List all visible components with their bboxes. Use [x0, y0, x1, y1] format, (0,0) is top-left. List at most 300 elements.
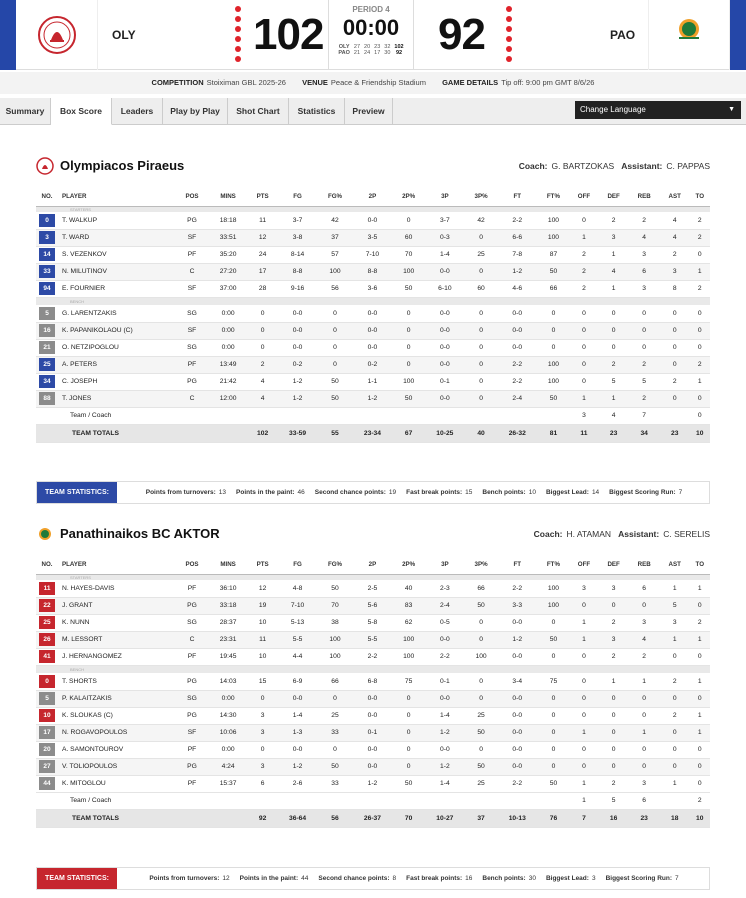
stat-cell: 0	[599, 724, 629, 741]
player-name[interactable]: O. NETZIPOGLOU	[58, 339, 176, 356]
column-header[interactable]: 3P%	[465, 188, 496, 206]
stat-cell: 0	[465, 690, 496, 707]
stat-cell: 6-9	[277, 673, 318, 690]
player-number-badge: 25	[39, 358, 55, 371]
stat-cell: 0	[569, 707, 599, 724]
player-name[interactable]: J. HERNANGOMEZ	[58, 648, 176, 665]
stat-cell: 5-13	[277, 614, 318, 631]
stat-cell: 0	[660, 390, 690, 407]
stat-cell: 25	[465, 707, 496, 724]
stat-cell: 50	[393, 390, 424, 407]
stat-cell: 0	[318, 690, 352, 707]
stat-cell: PF	[176, 741, 208, 758]
player-name[interactable]: A. SAMONTOUROV	[58, 741, 176, 758]
stat-cell: 0	[393, 212, 424, 229]
stat-cell: 1	[569, 724, 599, 741]
stat-cell: 0-0	[497, 339, 538, 356]
column-header[interactable]: PTS	[248, 556, 277, 574]
stat-cell: 1-4	[424, 707, 465, 724]
stat-cell: 50	[318, 373, 352, 390]
player-number-cell	[36, 673, 58, 690]
stat-cell: 100	[318, 631, 352, 648]
language-select-label: Change Language	[580, 105, 646, 114]
table-row[interactable]	[36, 724, 710, 741]
table-row[interactable]	[36, 263, 710, 280]
tab-preview[interactable]: Preview	[345, 98, 393, 125]
player-name[interactable]: S. VEZENKOV	[58, 246, 176, 263]
stat-cell: 1-1	[352, 373, 393, 390]
column-header[interactable]: OFF	[569, 188, 599, 206]
stat-cell: 0-0	[424, 690, 465, 707]
stat-cell: 0	[690, 758, 710, 775]
player-name[interactable]: N. MILUTINOV	[58, 263, 176, 280]
stat-cell	[208, 792, 248, 809]
stat-cell: 1	[690, 580, 710, 597]
column-header[interactable]: FG	[277, 556, 318, 574]
stat-cell: 3	[569, 580, 599, 597]
player-name[interactable]: C. JOSEPH	[58, 373, 176, 390]
stat-cell: 0-0	[277, 690, 318, 707]
stat-cell: 4	[599, 407, 629, 424]
player-number-badge: 20	[39, 743, 55, 756]
stat-cell: 0-0	[277, 305, 318, 322]
player-name[interactable]: T. WALKUP	[58, 212, 176, 229]
total-cell: 10-13	[497, 809, 538, 827]
linescore-row	[336, 50, 405, 56]
player-name[interactable]: K. NUNN	[58, 614, 176, 631]
stat-cell: 50	[318, 580, 352, 597]
stat-cell: 1-2	[277, 373, 318, 390]
table-row[interactable]	[36, 246, 710, 263]
stat-cell: 0	[538, 305, 569, 322]
stat-cell	[538, 407, 569, 424]
stat-cell: 35:20	[208, 246, 248, 263]
team-name: Olympiacos Piraeus	[60, 158, 185, 173]
tab-play-by-play[interactable]: Play by Play	[163, 98, 228, 125]
stat-cell: 0	[393, 305, 424, 322]
stat-cell: 0	[599, 597, 629, 614]
table-row[interactable]	[36, 741, 710, 758]
table-row[interactable]	[36, 229, 710, 246]
tab-shot-chart[interactable]: Shot Chart	[228, 98, 289, 125]
column-header[interactable]: FT%	[538, 556, 569, 574]
column-header[interactable]: FT	[497, 556, 538, 574]
team-stat-value: 44	[301, 875, 309, 882]
bench-separator	[36, 297, 710, 305]
column-header[interactable]: 2P%	[393, 556, 424, 574]
stat-cell: 3-4	[497, 673, 538, 690]
table-row[interactable]	[36, 339, 710, 356]
stat-cell: 2	[660, 373, 690, 390]
player-name[interactable]: T. JONES	[58, 390, 176, 407]
column-header[interactable]: FT%	[538, 188, 569, 206]
stat-cell: 0	[599, 741, 629, 758]
stat-cell: 1	[690, 373, 710, 390]
stat-cell: 0	[660, 690, 690, 707]
stat-cell: 2-6	[277, 775, 318, 792]
player-name[interactable]: P. KALAITZAKIS	[58, 690, 176, 707]
stat-cell: PG	[176, 212, 208, 229]
stat-cell: 2	[660, 673, 690, 690]
competition-label: COMPETITION	[151, 78, 204, 87]
team-stats-label: TEAM STATISTICS:	[37, 868, 117, 889]
table-row[interactable]	[36, 356, 710, 373]
stat-cell: 0	[660, 322, 690, 339]
total-cell: 23	[599, 424, 629, 442]
player-number-badge: 27	[39, 760, 55, 773]
stat-cell: 0:00	[208, 690, 248, 707]
table-row[interactable]	[36, 212, 710, 229]
column-header[interactable]: 3P	[424, 556, 465, 574]
team-stat-value: 8	[392, 875, 397, 882]
stat-cell: PF	[176, 580, 208, 597]
total-cell	[208, 424, 248, 442]
box-score-table-panathinaikos	[36, 556, 710, 828]
team-stat-item	[240, 875, 309, 882]
stat-cell: 3	[660, 614, 690, 631]
table-row[interactable]	[36, 775, 710, 792]
player-name[interactable]: J. GRANT	[58, 597, 176, 614]
stat-cell: 2	[599, 614, 629, 631]
player-name[interactable]: M. LESSORT	[58, 631, 176, 648]
table-row[interactable]	[36, 690, 710, 707]
stat-cell	[176, 407, 208, 424]
player-name[interactable]: V. TOLIOPOULOS	[58, 758, 176, 775]
stat-cell: 5	[660, 597, 690, 614]
stat-cell: 50	[465, 724, 496, 741]
stat-cell: 0	[318, 339, 352, 356]
column-header[interactable]: TO	[690, 188, 710, 206]
stat-cell	[248, 407, 277, 424]
player-name[interactable]: K. SLOUKAS (C)	[58, 707, 176, 724]
stat-cell: 0	[248, 741, 277, 758]
stat-cell: 0	[538, 339, 569, 356]
column-header[interactable]: POS	[176, 188, 208, 206]
player-number-cell	[36, 614, 58, 631]
stat-cell: 4	[248, 390, 277, 407]
stat-cell: 3-3	[497, 597, 538, 614]
player-number-badge: 44	[39, 777, 55, 790]
stat-cell: SF	[176, 724, 208, 741]
away-color-stripe	[730, 0, 746, 70]
stat-cell: 0-0	[424, 305, 465, 322]
stat-cell: 1	[599, 673, 629, 690]
stat-cell: 0	[538, 648, 569, 665]
player-number-cell	[36, 263, 58, 280]
stat-cell: 1	[569, 229, 599, 246]
player-name[interactable]: G. LARENTZAKIS	[58, 305, 176, 322]
table-row[interactable]	[36, 758, 710, 775]
stat-cell: 100	[538, 229, 569, 246]
stat-cell: 0	[465, 229, 496, 246]
period-label: PERIOD 4	[352, 5, 390, 14]
column-header[interactable]: FG	[277, 188, 318, 206]
stat-cell: 1-2	[424, 724, 465, 741]
team-stat-label: Points from turnovers:	[149, 875, 220, 882]
player-name[interactable]: A. PETERS	[58, 356, 176, 373]
stat-cell: 0	[538, 758, 569, 775]
stat-cell: 0-0	[352, 212, 393, 229]
stat-cell: 0-0	[497, 305, 538, 322]
total-cell: 76	[538, 809, 569, 827]
player-number-cell	[36, 322, 58, 339]
table-row[interactable]	[36, 673, 710, 690]
stat-cell: 0	[569, 322, 599, 339]
total-cell: 10-25	[424, 424, 465, 442]
stat-cell: 0	[465, 305, 496, 322]
column-header[interactable]: FG%	[318, 556, 352, 574]
stat-cell: 17	[248, 263, 277, 280]
team-stats-bar-olympiacos	[36, 481, 710, 504]
stat-cell: 50	[393, 280, 424, 297]
stat-cell: 4	[248, 373, 277, 390]
column-header[interactable]: MINS	[208, 188, 248, 206]
stat-cell: 12	[248, 580, 277, 597]
column-header[interactable]: POS	[176, 556, 208, 574]
stat-cell: 2-2	[497, 775, 538, 792]
away-team-code: PAO	[610, 28, 636, 42]
stat-cell: 0	[628, 339, 659, 356]
stat-cell: 1-4	[424, 775, 465, 792]
linescore-quarter: 20	[364, 44, 371, 50]
stat-cell: 3	[599, 631, 629, 648]
stat-cell: 0	[248, 339, 277, 356]
tab-box-score[interactable]: Box Score	[51, 98, 112, 125]
stat-cell: 0	[393, 758, 424, 775]
player-number-cell	[36, 305, 58, 322]
column-header[interactable]: PLAYER	[58, 188, 176, 206]
column-header[interactable]: TO	[690, 556, 710, 574]
stat-cell: 66	[538, 280, 569, 297]
table-row[interactable]	[36, 580, 710, 597]
stat-cell: 0	[599, 758, 629, 775]
stat-cell: 2-4	[424, 597, 465, 614]
stat-cell: 6-8	[352, 673, 393, 690]
stat-cell: 3	[628, 280, 659, 297]
player-number-badge: 10	[39, 709, 55, 722]
tab-leaders[interactable]: Leaders	[112, 98, 163, 125]
tab-summary[interactable]: Summary	[0, 98, 51, 125]
stat-cell: 25	[465, 775, 496, 792]
player-number-badge: 41	[39, 650, 55, 663]
stat-cell: 2	[569, 263, 599, 280]
stat-cell	[208, 407, 248, 424]
column-header[interactable]: 2P%	[393, 188, 424, 206]
stat-cell: 50	[465, 758, 496, 775]
stat-cell: 0	[393, 356, 424, 373]
stat-cell	[393, 407, 424, 424]
column-header[interactable]: NO.	[36, 188, 58, 206]
stat-cell: 14:03	[208, 673, 248, 690]
away-team-logo[interactable]	[648, 0, 730, 70]
scoreboard-header	[0, 0, 746, 70]
team-coach-row	[36, 792, 710, 809]
stat-cell: C	[176, 390, 208, 407]
stat-cell: 0-0	[497, 724, 538, 741]
coach-info	[534, 529, 710, 539]
column-header[interactable]: PLAYER	[58, 556, 176, 574]
stat-cell: 56	[318, 280, 352, 297]
team-stats-items	[119, 482, 709, 503]
stat-cell: 5-5	[277, 631, 318, 648]
stat-cell: 0	[599, 707, 629, 724]
player-name[interactable]: K. MITOGLOU	[58, 775, 176, 792]
player-name[interactable]: E. FOURNIER	[58, 280, 176, 297]
column-header[interactable]: AST	[660, 188, 690, 206]
player-name[interactable]: T. WARD	[58, 229, 176, 246]
stat-cell: 0	[538, 707, 569, 724]
stat-cell: 1-4	[277, 707, 318, 724]
header-row	[36, 188, 710, 206]
stat-cell: 19:45	[208, 648, 248, 665]
tab-statistics[interactable]: Statistics	[289, 98, 345, 125]
venue-label: VENUE	[302, 78, 328, 87]
home-team-logo[interactable]	[16, 0, 98, 70]
bench-separator	[36, 665, 710, 673]
empty-cell	[36, 407, 58, 424]
stat-cell: 60	[465, 280, 496, 297]
stat-cell: 1-4	[424, 246, 465, 263]
stat-cell: 0	[465, 390, 496, 407]
stat-cell: 6	[628, 580, 659, 597]
stat-cell	[660, 407, 690, 424]
stat-cell: 0	[569, 758, 599, 775]
table-row[interactable]	[36, 648, 710, 665]
team-stat-value: 19	[388, 489, 397, 496]
column-header[interactable]: FG%	[318, 188, 352, 206]
player-number-badge: 88	[39, 392, 55, 405]
total-cell: 34	[628, 424, 659, 442]
total-cell: 55	[318, 424, 352, 442]
stat-cell: 0-0	[352, 322, 393, 339]
table-row[interactable]	[36, 631, 710, 648]
header-row	[36, 556, 710, 574]
stat-cell: 4-6	[497, 280, 538, 297]
player-name[interactable]: T. SHORTS	[58, 673, 176, 690]
player-name[interactable]: K. PAPANIKOLAOU (C)	[58, 322, 176, 339]
stat-cell: 70	[393, 246, 424, 263]
chevron-down-icon: ▼	[728, 106, 735, 113]
stat-cell: 0	[660, 339, 690, 356]
column-header[interactable]: REB	[628, 188, 659, 206]
stat-cell: 38	[318, 614, 352, 631]
stat-cell: 3	[628, 775, 659, 792]
stat-cell: 5-6	[352, 597, 393, 614]
column-header[interactable]: OFF	[569, 556, 599, 574]
language-select[interactable]	[575, 101, 741, 119]
home-score: 102	[253, 10, 324, 59]
column-header[interactable]: 3P%	[465, 556, 496, 574]
stat-cell: 2	[690, 614, 710, 631]
column-header[interactable]: PTS	[248, 188, 277, 206]
stat-cell	[497, 792, 538, 809]
bench-label: BENCH	[36, 665, 710, 673]
player-name[interactable]: N. HAYES-DAVIS	[58, 580, 176, 597]
stat-cell: 0	[393, 707, 424, 724]
stat-cell: 0:00	[208, 322, 248, 339]
table-row[interactable]	[36, 707, 710, 724]
tab-bar	[0, 98, 746, 125]
stat-cell: 5	[599, 373, 629, 390]
column-header[interactable]: 3P	[424, 188, 465, 206]
total-cell: 67	[393, 424, 424, 442]
stat-cell: 2-2	[497, 373, 538, 390]
stat-cell: 100	[538, 356, 569, 373]
stat-cell: 2-3	[424, 580, 465, 597]
column-header[interactable]: NO.	[36, 556, 58, 574]
stat-cell: 0	[690, 322, 710, 339]
team-stat-item	[546, 875, 596, 882]
table-row[interactable]	[36, 373, 710, 390]
team-stat-label: Fast break points:	[406, 875, 463, 882]
column-header[interactable]: DEF	[599, 188, 629, 206]
player-number-badge: 3	[39, 231, 55, 244]
stat-cell: 0	[393, 724, 424, 741]
stat-cell: 11	[248, 212, 277, 229]
column-header[interactable]: 2P	[352, 556, 393, 574]
column-header[interactable]: DEF	[599, 556, 629, 574]
player-name[interactable]: N. ROGAVOPOULOS	[58, 724, 176, 741]
table-row[interactable]	[36, 280, 710, 297]
team-stat-label: Second chance points:	[314, 489, 386, 496]
column-header[interactable]: AST	[660, 556, 690, 574]
stat-cell: 10	[248, 614, 277, 631]
stat-cell: 0-0	[352, 741, 393, 758]
team-stat-item	[606, 875, 679, 882]
stat-cell: 0-0	[424, 322, 465, 339]
away-timeouts-dots	[505, 6, 513, 66]
stat-cell	[352, 792, 393, 809]
table-row[interactable]	[36, 390, 710, 407]
linescore-quarter: 32	[384, 44, 391, 50]
stat-cell: 11	[248, 631, 277, 648]
stat-cell: PG	[176, 597, 208, 614]
team-stat-item	[406, 489, 472, 496]
team-coach-label: Team / Coach	[58, 792, 176, 809]
linescore-total: 92	[395, 50, 403, 56]
column-header[interactable]: FT	[497, 188, 538, 206]
table-row[interactable]	[36, 597, 710, 614]
table-row[interactable]	[36, 322, 710, 339]
stat-cell: 0	[538, 614, 569, 631]
stat-cell: 1	[569, 775, 599, 792]
player-number-badge: 17	[39, 726, 55, 739]
stat-cell: 0-2	[277, 356, 318, 373]
stat-cell: 42	[318, 212, 352, 229]
stat-cell: 0	[690, 305, 710, 322]
stat-cell: 0	[465, 631, 496, 648]
stat-cell: 50	[538, 775, 569, 792]
olympiacos-logo-icon	[37, 12, 77, 58]
team-stats-label: TEAM STATISTICS:	[37, 482, 117, 503]
team-stat-value: 14	[591, 489, 600, 496]
column-header[interactable]: MINS	[208, 556, 248, 574]
stat-cell: 3-6	[352, 280, 393, 297]
table-row[interactable]	[36, 614, 710, 631]
stat-cell: 0	[393, 322, 424, 339]
stat-cell: 0	[660, 741, 690, 758]
table-row[interactable]	[36, 305, 710, 322]
stat-cell: 7	[628, 407, 659, 424]
stat-cell: PF	[176, 356, 208, 373]
stat-cell: 4:24	[208, 758, 248, 775]
column-header[interactable]: 2P	[352, 188, 393, 206]
column-header[interactable]: REB	[628, 556, 659, 574]
player-number-badge: 0	[39, 675, 55, 688]
linescore-quarter: 27	[353, 44, 361, 50]
stat-cell: 12:00	[208, 390, 248, 407]
stat-cell: 1	[660, 775, 690, 792]
